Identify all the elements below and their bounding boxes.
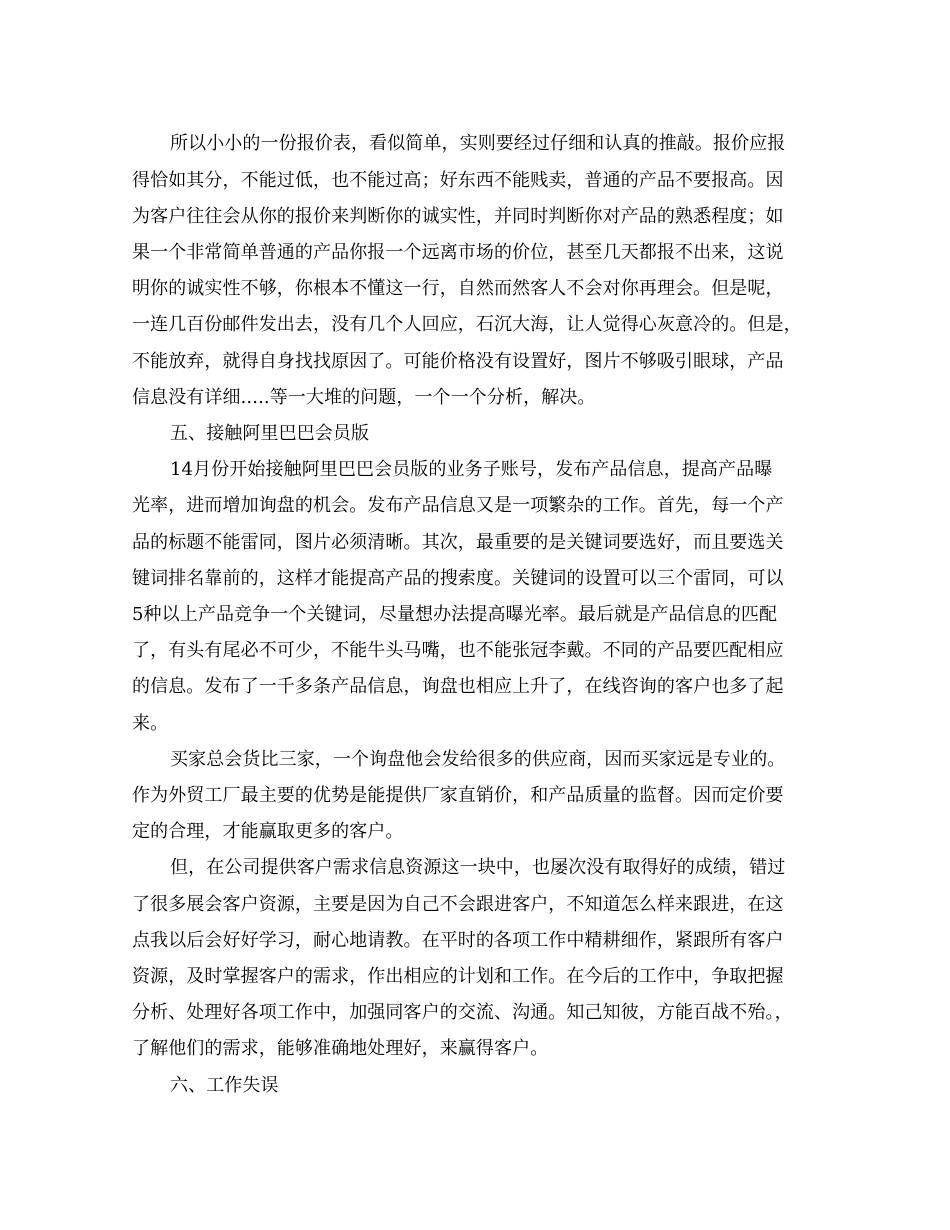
- paragraph-line: 了解他们的需求，能够准确地处理好，来赢得客户。: [132, 1038, 549, 1059]
- paragraph-line: 为客户往往会从你的报价来判断你的诚实性，并同时判断你对产品的熟悉程度；如: [132, 206, 784, 227]
- section-heading: 五、接触阿里巴巴会员版: [170, 423, 370, 444]
- paragraph-line: 了很多展会客户资源，主要是因为自己不会跟进客户，不知道怎么样来跟进，在这: [132, 894, 784, 915]
- paragraph-line: 果一个非常简单普通的产品你报一个远离市场的价位，甚至几天都报不出来，这说: [132, 242, 784, 263]
- paragraph-line: 光率，进而增加询盘的机会。发布产品信息又是一项繁杂的工作。首先，每一个产: [132, 495, 784, 516]
- paragraph-line: 所以小小的一份报价表，看似简单，实则要经过仔细和认真的推敲。报价应报: [170, 133, 786, 154]
- paragraph-line: 不能放弃，就得自身找找原因了。可能价格没有设置好，图片不够吸引眼球，产品: [132, 351, 784, 372]
- paragraph-line: 键词排名靠前的，这样才能提高产品的搜索度。关键词的设置可以三个雷同，可以: [132, 568, 784, 589]
- paragraph-line: 但，在公司提供客户需求信息资源这一块中，也屡次没有取得好的成绩，错过: [170, 857, 786, 878]
- paragraph-line: 资源，及时掌握客户的需求，作出相应的计划和工作。在今后的工作中，争取把握: [132, 966, 784, 987]
- paragraph-line: 品的标题不能雷同，图片必须清晰。其次，最重要的是关键词要选好，而且要选关: [132, 532, 784, 553]
- paragraph-line: 了，有头有尾必不可少，不能牛头马嘴，也不能张冠李戴。不同的产品要匹配相应: [132, 640, 784, 661]
- paragraph-line: 信息没有详细.....等一大堆的问题，一个一个分析，解决。: [132, 387, 596, 408]
- paragraph-line: 点我以后会好好学习，耐心地请教。在平时的各项工作中精耕细作，紧跟所有客户: [132, 930, 784, 951]
- paragraph-line: 作为外贸工厂最主要的优势是能提供厂家直销价，和产品质量的监督。因而定价要: [132, 785, 784, 806]
- paragraph-line: 一连几百份邮件发出去，没有几个人回应，石沉大海，让人觉得心灰意冷的。但是，: [132, 314, 802, 335]
- paragraph-line: 5种以上产品竞争一个关键词，尽量想办法提高曝光率。最后就是产品信息的匹配: [132, 604, 778, 625]
- paragraph-line: 的信息。发布了一千多条产品信息，询盘也相应上升了，在线咨询的客户也多了起: [132, 676, 784, 697]
- paragraph-line: 买家总会货比三家，一个询盘他会发给很多的供应商，因而买家远是专业的。: [170, 749, 786, 770]
- paragraph-line: 分析、处理好各项工作中，加强同客户的交流、沟通。知己知彼，方能百战不殆。，: [132, 1002, 793, 1023]
- paragraph-line: 14月份开始接触阿里巴巴会员版的业务子账号，发布产品信息，提高产品曝: [170, 459, 773, 480]
- paragraph-line: 定的合理，才能赢取更多的客户。: [132, 821, 404, 842]
- paragraph-line: 明你的诚实性不够，你根本不懂这一行，自然而然客人不会对你再理会。但是呢，: [132, 278, 784, 299]
- section-heading: 六、工作失误: [170, 1075, 279, 1096]
- paragraph-line: 得恰如其分，不能过低，也不能过高；好东西不能贱卖，普通的产品不要报高。因: [132, 170, 784, 191]
- paragraph-line: 来。: [132, 713, 169, 734]
